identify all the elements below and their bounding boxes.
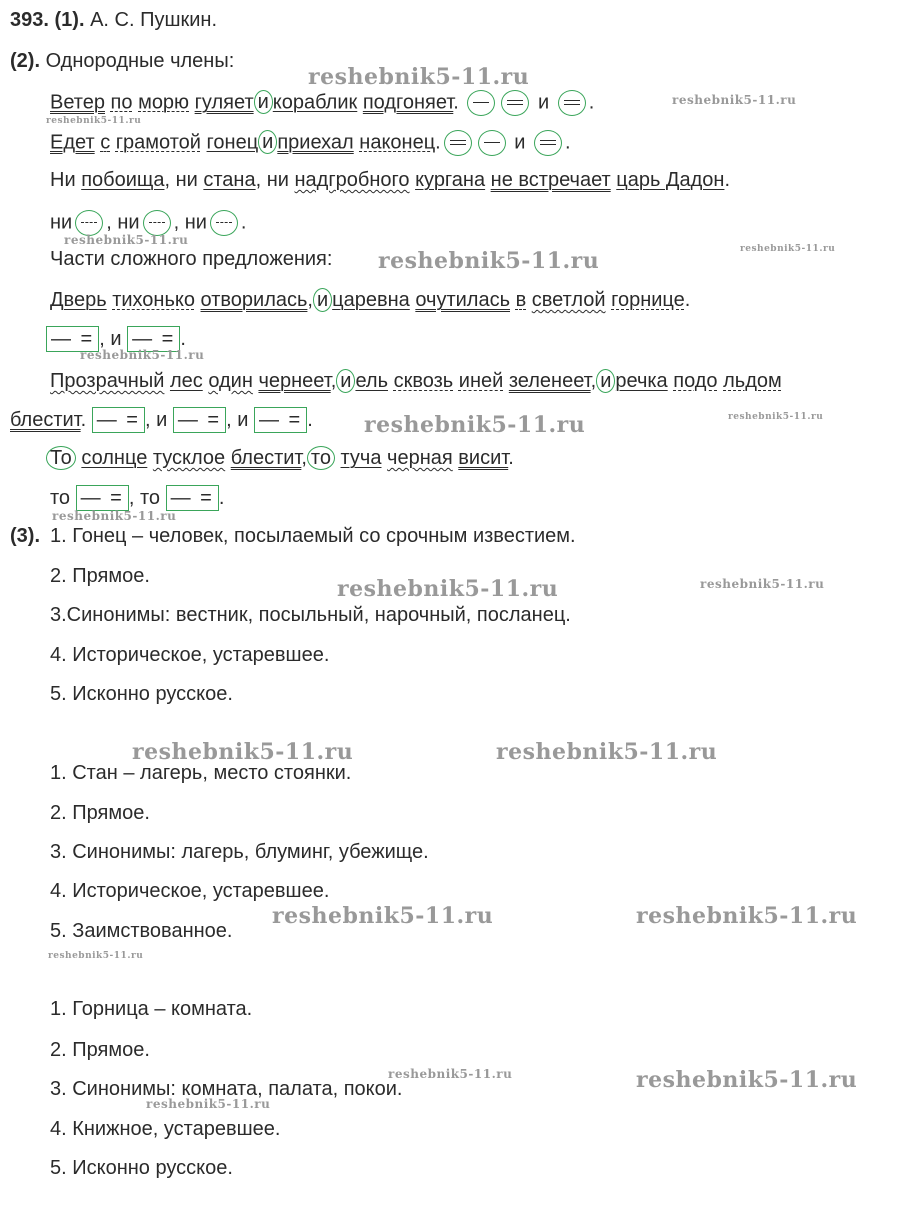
punct: .	[180, 328, 186, 350]
sentence-1	[50, 90, 594, 116]
list-item: 5. Исконно русское.	[50, 683, 233, 705]
watermark: reshebnik5-11.ru	[636, 903, 858, 929]
scheme-ni: ни	[184, 211, 207, 234]
word: горнице	[611, 289, 685, 311]
scheme-sep: , и	[226, 409, 249, 431]
punct: .	[80, 409, 87, 431]
word: Ни	[50, 169, 76, 191]
clause-box: — =	[127, 326, 180, 352]
part2-label: (2).	[10, 50, 40, 72]
word: ни	[266, 169, 289, 191]
watermark: reshebnik5-11.ru	[308, 64, 530, 90]
word: иней	[458, 370, 504, 392]
list-item: 5. Заимствованное.	[50, 920, 233, 942]
sentence-6	[46, 446, 514, 470]
conjunction-circle: и	[258, 130, 277, 154]
watermark: reshebnik5-11.ru	[636, 1067, 858, 1093]
watermark: reshebnik5-11.ru	[52, 509, 177, 523]
predicate-mark	[558, 90, 586, 116]
word: побоища	[81, 169, 165, 191]
scheme-and: и	[514, 131, 526, 154]
word: ни	[175, 169, 198, 191]
homogeneous-title: Однородные члены:	[45, 50, 235, 72]
word: черная	[387, 447, 453, 469]
list-item: 4. Книжное, устаревшее.	[50, 1118, 281, 1140]
word: речка	[615, 370, 668, 392]
word: Дверь	[50, 289, 107, 311]
sentence-6-scheme	[50, 485, 224, 511]
word: зеленеет	[508, 370, 591, 392]
watermark: reshebnik5-11.ru	[378, 248, 600, 274]
part1-label: (1).	[54, 9, 85, 31]
watermark: reshebnik5-11.ru	[132, 739, 354, 765]
subject-mark	[210, 210, 238, 236]
conjunction-circle: то	[307, 446, 335, 470]
punct: .	[684, 289, 691, 311]
subject-mark	[478, 130, 506, 156]
word: подгоняет	[362, 91, 454, 114]
author: А. С. Пушкин.	[90, 9, 218, 31]
watermark: reshebnik5-11.ru	[337, 576, 559, 602]
conjunction-circle: и	[313, 288, 332, 312]
punct: .	[307, 409, 313, 431]
punct: ,	[164, 169, 171, 191]
word: один	[208, 370, 253, 392]
word: чернеет	[258, 370, 331, 392]
word: с	[100, 131, 111, 154]
clause-box: — =	[46, 326, 99, 352]
word: тусклое	[152, 447, 226, 469]
conjunction-circle: и	[336, 369, 355, 393]
header-line	[10, 10, 217, 30]
word: очутилась	[415, 289, 510, 311]
sentence-4	[50, 288, 690, 312]
complex-title: Части сложного предложения:	[50, 248, 333, 270]
watermark: reshebnik5-11.ru	[146, 1097, 271, 1111]
punct: ,	[301, 447, 307, 469]
list-item: 1. Гонец – человек, посылаемый со срочным известием.	[50, 525, 576, 547]
clause-box: — =	[173, 407, 226, 433]
punct: .	[724, 169, 730, 191]
word: грамотой	[115, 131, 201, 154]
word: кургана	[415, 169, 486, 191]
scheme-sep: , то	[128, 487, 161, 509]
conjunction-circle: То	[46, 446, 76, 470]
word: Ветер	[50, 91, 105, 114]
word: светлой	[531, 289, 606, 311]
punct: ,	[307, 289, 313, 311]
word: Едет	[50, 131, 95, 154]
watermark: reshebnik5-11.ru	[46, 116, 142, 126]
word: приехал	[277, 131, 354, 154]
word: царевна	[332, 289, 410, 311]
exercise-number: 393.	[10, 9, 49, 31]
word: висит	[458, 447, 509, 469]
clause-box: — =	[92, 407, 145, 433]
word: стана	[203, 169, 256, 191]
list-item: 3. Синонимы: комната, палата, покои.	[50, 1078, 403, 1100]
sentence-5-cont	[10, 407, 313, 433]
word: надгробного	[294, 169, 410, 191]
word: сквозь	[393, 370, 454, 392]
list-item: 1. Стан – лагерь, место стоянки.	[50, 762, 352, 784]
word: гонец	[206, 131, 259, 154]
word: не встречает	[490, 169, 611, 191]
punct: .	[218, 487, 225, 509]
predicate-mark	[444, 130, 472, 156]
punct: ,	[330, 370, 337, 392]
sentence-2	[50, 130, 571, 156]
punct: .	[240, 211, 247, 234]
predicate-mark	[501, 90, 529, 116]
word: подо	[673, 370, 718, 392]
clause-box: — =	[76, 485, 129, 511]
subject-mark	[467, 90, 495, 116]
punct: ,	[590, 370, 597, 392]
word: блестит	[10, 409, 81, 431]
scheme-and: и	[537, 91, 550, 114]
word: отворилась	[200, 289, 308, 311]
predicate-mark	[534, 130, 562, 156]
word: царь Дадон	[616, 169, 725, 191]
list-item: 3.Синонимы: вестник, посыльный, нарочный, посланец.	[50, 604, 571, 626]
word: солнце	[81, 447, 148, 469]
word: тихонько	[112, 289, 195, 311]
punct: ,	[173, 211, 180, 234]
clause-box: — =	[166, 485, 219, 511]
word: по	[110, 91, 133, 114]
word: льдом	[723, 370, 782, 392]
list-item: 1. Горница – комната.	[50, 998, 253, 1020]
word: туча	[340, 447, 382, 469]
punct: .	[453, 91, 459, 114]
watermark: reshebnik5-11.ru	[64, 233, 189, 247]
part3-label: (3).	[10, 525, 40, 547]
watermark: reshebnik5-11.ru	[364, 412, 586, 438]
word: ель	[355, 370, 388, 392]
scheme-ni: ни	[50, 211, 73, 234]
scheme-to: то	[50, 487, 71, 509]
word: лес	[169, 370, 203, 392]
punct: .	[565, 131, 571, 154]
word: блестит	[230, 447, 302, 469]
word: морю	[138, 91, 190, 114]
word: Прозрачный	[50, 370, 165, 392]
punct: .	[508, 447, 514, 469]
conjunction-circle: и	[254, 90, 273, 114]
watermark: reshebnik5-11.ru	[388, 1067, 513, 1081]
list-item: 3. Синонимы: лагерь, блуминг, убежище.	[50, 841, 429, 863]
punct: ,	[106, 211, 112, 234]
word: наконец	[359, 131, 436, 154]
scheme-sep: , и	[99, 328, 122, 350]
list-item: 5. Исконно русское.	[50, 1157, 233, 1179]
list-item: 4. Историческое, устаревшее.	[50, 644, 330, 666]
punct: ,	[255, 169, 262, 191]
clause-box: — =	[254, 407, 307, 433]
watermark: reshebnik5-11.ru	[672, 93, 797, 107]
list-item: 2. Прямое.	[50, 802, 150, 824]
punct: .	[435, 131, 441, 154]
list-item: 2. Прямое.	[50, 1039, 150, 1061]
conjunction-circle: и	[596, 369, 615, 393]
watermark: reshebnik5-11.ru	[740, 244, 836, 254]
part2-heading	[10, 51, 234, 71]
sentence-3	[50, 170, 730, 190]
word: гуляет	[194, 91, 254, 114]
punct: .	[588, 91, 595, 114]
watermark: reshebnik5-11.ru	[700, 577, 825, 591]
scheme-ni: ни	[117, 211, 140, 234]
list-item: 4. Историческое, устаревшее.	[50, 880, 330, 902]
watermark: reshebnik5-11.ru	[728, 412, 824, 422]
word: в	[515, 289, 527, 311]
list-item: 2. Прямое.	[50, 565, 150, 587]
scheme-sep: , и	[145, 409, 168, 431]
watermark: reshebnik5-11.ru	[48, 951, 144, 961]
watermark: reshebnik5-11.ru	[272, 903, 494, 929]
sentence-5	[50, 369, 782, 393]
word: кораблик	[272, 91, 358, 114]
watermark: reshebnik5-11.ru	[496, 739, 718, 765]
watermark: reshebnik5-11.ru	[80, 348, 205, 362]
